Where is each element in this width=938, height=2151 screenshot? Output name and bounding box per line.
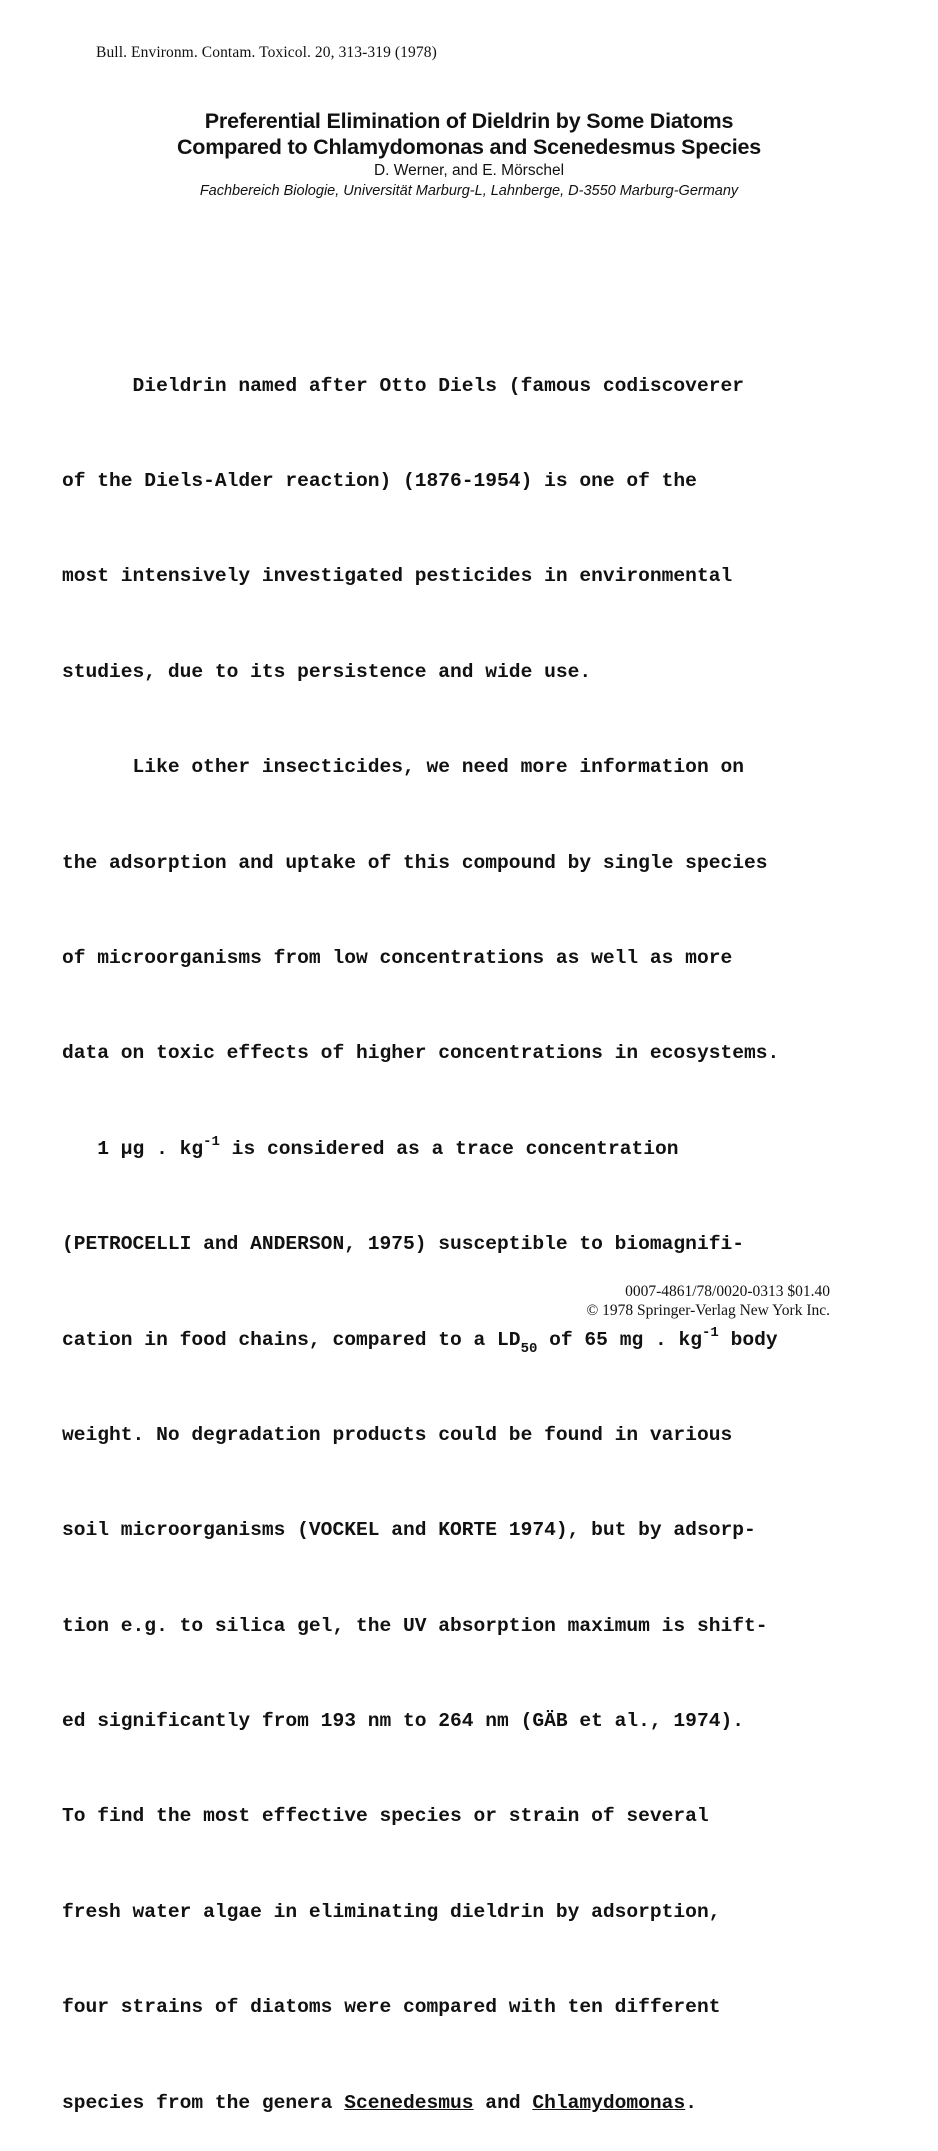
footer-copyright: © 1978 Springer-Verlag New York Inc. <box>586 1302 830 1319</box>
body-line: fresh water algae in eliminating dieldrin by adsorption, <box>62 1900 721 1923</box>
article-title-line-1: Preferential Elimination of Dieldrin by Some Diatoms <box>204 109 734 133</box>
body-text-segment: . <box>685 2091 697 2114</box>
body-line: studies, due to its persistence and wide use. <box>62 660 592 683</box>
body-line: most intensively investigated pesticides in environmental <box>62 565 733 588</box>
authors: D. Werner, and E. Mörschel <box>373 162 565 179</box>
body-line <box>62 1325 779 1357</box>
genus-name-chlamydomonas: Chlamydomonas <box>532 2091 686 2114</box>
body-line: (PETROCELLI and ANDERSON, 1975) susceptible to biomagnifi- <box>62 1233 744 1256</box>
body-text-segment: cation in food chains, compared to a LD <box>62 1328 521 1351</box>
body-line: the adsorption and uptake of this compound by single species <box>62 851 768 874</box>
genus-name-scenedesmus: Scenedesmus <box>344 2091 474 2114</box>
body-line: soil microorganisms (VOCKEL and KORTE 1974), but by adsorp- <box>62 1519 756 1542</box>
body-line: of microorganisms from low concentrations as well as more <box>62 946 733 969</box>
body-text-segment: species from the genera <box>62 2091 345 2114</box>
article-title-line-2: Compared to Chlamydomonas and Scenedesmus Species <box>176 135 761 159</box>
body-line <box>62 2088 779 2120</box>
body-line: To find the most effective species or strain of several <box>62 1805 709 1828</box>
body-text-segment: body <box>718 1328 778 1351</box>
body-line: four strains of diatoms were compared with ten different <box>62 1996 721 2019</box>
affiliation: Fachbereich Biologie, Universität Marburg-L, Lahnberge, D-3550 Marburg-Germany <box>199 183 739 199</box>
footer-code: 0007-4861/78/0020-0313 $01.40 <box>625 1283 830 1300</box>
body-line: Like other insecticides, we need more information on <box>62 756 744 779</box>
footer <box>587 1282 831 1320</box>
body-text <box>62 307 779 2151</box>
article-header <box>0 108 938 201</box>
body-line: tion e.g. to silica gel, the UV absorption maximum is shift- <box>62 1614 768 1637</box>
body-text-segment: 1 µg . kg <box>62 1137 204 1160</box>
superscript: -1 <box>702 1324 719 1341</box>
body-line <box>62 1134 779 1166</box>
body-text-segment: and <box>473 2091 533 2114</box>
body-text-segment: is considered as a trace concentration <box>219 1137 679 1160</box>
superscript: -1 <box>203 1133 220 1150</box>
body-line: of the Diels-Alder reaction) (1876-1954) is one of the <box>62 469 697 492</box>
body-line: ed significantly from 193 nm to 264 nm (GÄB et al., 1974). <box>62 1710 744 1733</box>
body-line: weight. No degradation products could be found in various <box>62 1423 733 1446</box>
body-line: Dieldrin named after Otto Diels (famous codiscoverer <box>62 374 744 397</box>
subscript: 50 <box>520 1340 538 1357</box>
body-line: data on toxic effects of higher concentrations in ecosystems. <box>62 1042 780 1065</box>
body-text-segment: of 65 mg . kg <box>537 1328 703 1351</box>
journal-reference: Bull. Environm. Contam. Toxicol. 20, 313-319 (1978) <box>96 44 437 61</box>
